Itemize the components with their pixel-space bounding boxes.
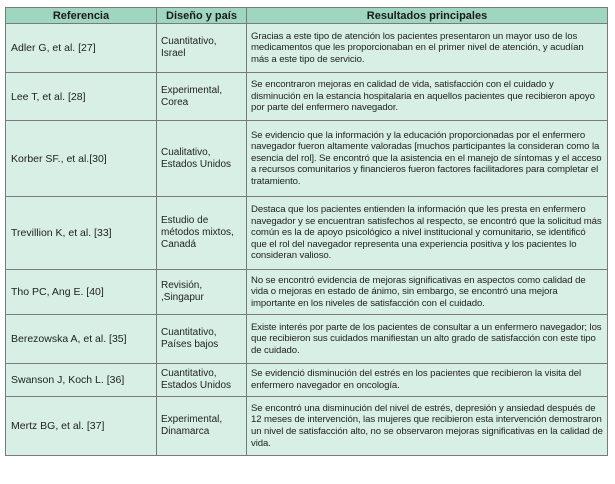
results-table <box>5 7 608 456</box>
cell-referencia: Tho PC, Ang E. [40] <box>6 270 157 315</box>
table-row <box>6 315 608 364</box>
header-referencia: Referencia <box>6 8 157 24</box>
cell-resultado: Existe interés por parte de los pacientes de consultar a un enfermero navegador; los que recibieron sus cuidados manifiestan un alto grado de satisfacción con este tipo de cuidado. <box>247 315 608 364</box>
table-row <box>6 73 608 121</box>
cell-referencia: Korber SF., et al.[30] <box>6 121 157 197</box>
cell-resultado: Gracias a este tipo de atención los pacientes presentaron un mayor uso de los medicamentos que les proporcionaban en el primer nivel de atención, y acudían más a este tipo de servicio. <box>247 24 608 73</box>
table-row <box>6 197 608 270</box>
cell-diseno: Cualitativo, Estados Unidos <box>157 121 247 197</box>
cell-referencia: Swanson J, Koch L. [36] <box>6 364 157 397</box>
cell-resultado: Se encontraron mejoras en calidad de vida, satisfacción con el cuidado y disminución en la estancia hospitalaria en aquellos pacientes que recibieron apoyo por parte del enfermero navegador. <box>247 73 608 121</box>
header-row <box>6 8 608 24</box>
cell-diseno: Experimental, Corea <box>157 73 247 121</box>
cell-diseno: Cuantitativo, Países bajos <box>157 315 247 364</box>
cell-referencia: Mertz BG, et al. [37] <box>6 397 157 456</box>
cell-diseno: Cuantitativo, Israel <box>157 24 247 73</box>
cell-diseno: Estudio de métodos mixtos, Canadá <box>157 197 247 270</box>
table-row <box>6 364 608 397</box>
cell-diseno: Revisión, ,Singapur <box>157 270 247 315</box>
cell-resultado: No se encontró evidencia de mejoras significativas en aspectos como calidad de vida o mejoras en estado de ánimo, sin embargo, se encontró una mejora importante en los niveles de satisfacción con el cuidado. <box>247 270 608 315</box>
cell-resultado: Destaca que los pacientes entienden la información que les presta en enfermero navegador y se encuentran satisfechos al respecto, se encontró que la solicitud más común es la de apoyo psicológico a nivel institucional y comunitario, se identificó que el rol del navegador representa una experiencia positiva y los pacientes lo consideran valioso. <box>247 197 608 270</box>
cell-diseno: Cuantitativo, Estados Unidos <box>157 364 247 397</box>
cell-referencia: Trevillion K, et al. [33] <box>6 197 157 270</box>
header-diseno: Diseño y país <box>157 8 247 24</box>
table-row <box>6 24 608 73</box>
table-row <box>6 270 608 315</box>
table-row <box>6 121 608 197</box>
cell-diseno: Experimental, Dinamarca <box>157 397 247 456</box>
table-row <box>6 397 608 456</box>
cell-referencia: Adler G, et al. [27] <box>6 24 157 73</box>
cell-referencia: Berezowska A, et al. [35] <box>6 315 157 364</box>
cell-resultado: Se encontró una disminución del nivel de estrés, depresión y ansiedad después de 12 meses de intervención, las mujeres que recibieron esta intervención demostraron un nivel de satisfacción alto, no se observaron mejoras significativas en la calidad de vida. <box>247 397 608 456</box>
cell-resultado: Se evidenció disminución del estrés en los pacientes que recibieron la visita del enfermero navegador en oncología. <box>247 364 608 397</box>
header-resultados: Resultados principales <box>247 8 608 24</box>
cell-referencia: Lee T, et al. [28] <box>6 73 157 121</box>
cell-resultado: Se evidencio que la información y la educación proporcionadas por el enfermero navegador fueron altamente valoradas [muchos participantes la consideran como la esencia del rol]. Se encontró que la asistencia en el manejo de síntomas y el acceso a recursos comunitarios y financieros fueron factores facilitadores para completar el tratamiento. <box>247 121 608 197</box>
